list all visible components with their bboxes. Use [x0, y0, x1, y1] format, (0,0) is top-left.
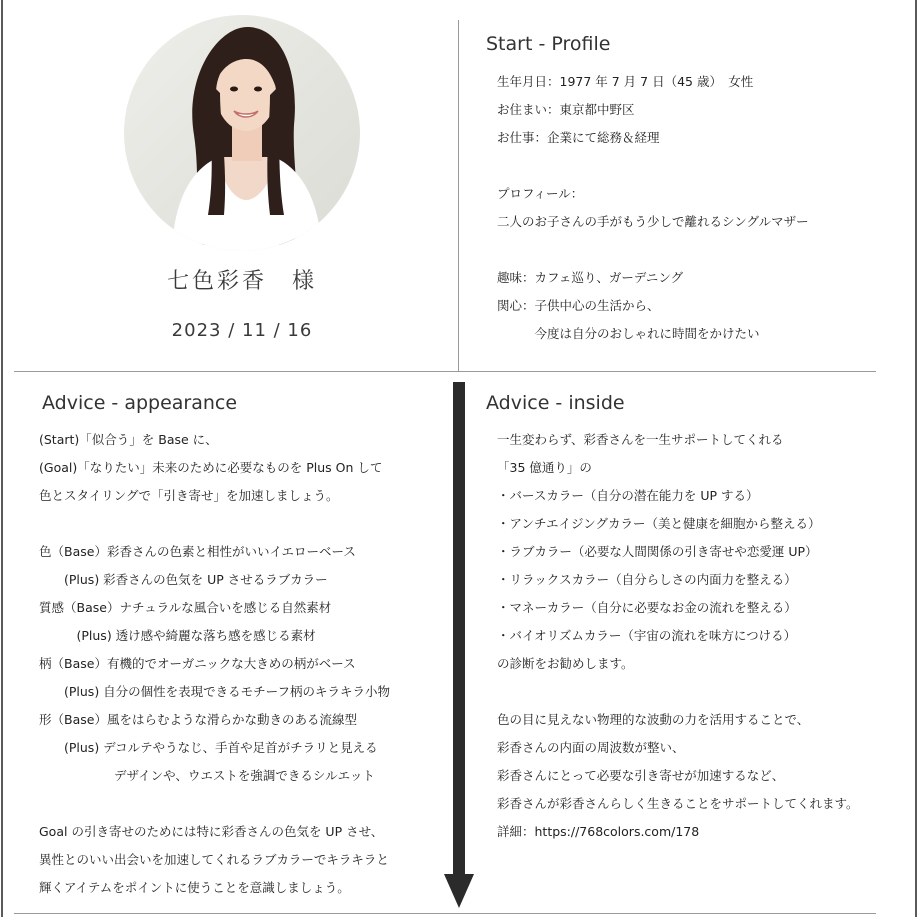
profile-line: プロフィール： [497, 186, 584, 201]
inside-line: 詳細：https://768colors.com/178 [497, 824, 700, 839]
inside-line: 一生変わらず、彩香さんを一生サポートしてくれる [497, 432, 784, 447]
appearance-line: デザインや、ウエストを強調できるシルエット [39, 768, 375, 783]
blank-line [39, 510, 390, 538]
advice-appearance-lines [39, 426, 390, 902]
appearance-line: (Plus) 彩香さんの色気を UP させるラブカラー [39, 572, 328, 587]
appearance-line: (Plus) 自分の個性を表現できるモチーフ柄のキラキラ小物 [39, 684, 391, 699]
advice-inside-lines [497, 426, 859, 846]
inside-line: 「35 億通り」の [497, 460, 592, 475]
middle-horizontal-divider [14, 371, 876, 372]
inside-line: 色の目に見えない物理的な波動の力を活用することで、 [497, 712, 810, 727]
blank-line [497, 236, 809, 264]
appearance-line: 色（Base）彩香さんの色素と相性がいいイエローベース [39, 544, 356, 559]
appearance-line: 質感（Base）ナチュラルな風合いを感じる自然素材 [39, 600, 332, 615]
inside-line: ・バイオリズムカラー（宇宙の流れを味方につける） [497, 628, 797, 643]
consultation-date: 2023 / 11 / 16 [171, 320, 313, 341]
appearance-line: (Start)「似合う」を Base に、 [39, 432, 218, 447]
profile-line: 関心：子供中心の生活から、 [497, 298, 660, 313]
start-profile-heading: Start - Profile [486, 33, 611, 55]
appearance-line: Goal の引き寄せのためには特に彩香さんの色気を UP させ、 [39, 824, 384, 839]
start-profile-lines [497, 68, 809, 348]
inside-line: ・リラックスカラー（自分らしさの内面力を整える） [497, 572, 797, 587]
inside-line: ・ラブカラー（必要な人間関係の引き寄せや恋愛運 UP） [497, 544, 818, 559]
inside-line: 彩香さんにとって必要な引き寄せが加速するなど、 [497, 768, 785, 783]
advice-inside-heading: Advice - inside [486, 392, 625, 414]
inside-line: 彩香さんが彩香さんらしく生きることをサポートしてくれます。 [497, 796, 859, 811]
appearance-line: (Goal)「なりたい」未来のために必要なものを Plus On して [39, 460, 383, 475]
appearance-line: 色とスタイリングで「引き寄せ」を加速しましょう。 [39, 488, 339, 503]
profile-line: 今度は自分のおしゃれに時間をかけたい [497, 326, 760, 341]
inside-line: ・アンチエイジングカラー（美と健康を細胞から整える） [497, 516, 821, 531]
profile-line: 生年月日：1977 年 7 月 7 日（45 歳） 女性 [497, 74, 754, 89]
inside-line: ・バースカラー（自分の潜在能力を UP する） [497, 488, 759, 503]
inside-line: ・マネーカラー（自分に必要なお金の流れを整える） [497, 600, 797, 615]
blank-line [39, 790, 390, 818]
appearance-line: 形（Base）風をはらむような滑らかな動きのある流線型 [39, 712, 357, 727]
down-arrow-icon [444, 382, 474, 914]
profile-line: お住まい：東京都中野区 [497, 102, 635, 117]
profile-line: お仕事：企業にて総務＆経理 [497, 130, 660, 145]
appearance-line: (Plus) デコルテやうなじ、手首や足首がチラリと見える [39, 740, 378, 755]
profile-line: 二人のお子さんの手がもう少しで離れるシングルマザー [497, 214, 809, 229]
appearance-line: 柄（Base）有機的でオーガニックな大きめの柄がベース [39, 656, 356, 671]
profile-photo [124, 15, 360, 251]
blank-line [497, 152, 809, 180]
appearance-line: 異性とのいい出会いを加速してくれるラブカラーでキラキラと [39, 852, 389, 867]
blank-line [497, 678, 859, 706]
customer-name: 七色彩香 様 [166, 269, 317, 294]
top-vertical-divider [458, 20, 459, 372]
profile-line: 趣味：カフェ巡り、ガーデニング [497, 270, 684, 285]
inside-line: 彩香さんの内面の周波数が整い、 [497, 740, 685, 755]
inside-line: の診断をお勧めします。 [497, 656, 634, 671]
appearance-line: 輝くアイテムをポイントに使うことを意識しましょう。 [39, 880, 350, 895]
advice-appearance-heading: Advice - appearance [42, 392, 238, 414]
appearance-line: (Plus) 透け感や綺麗な落ち感を感じる素材 [39, 628, 316, 643]
